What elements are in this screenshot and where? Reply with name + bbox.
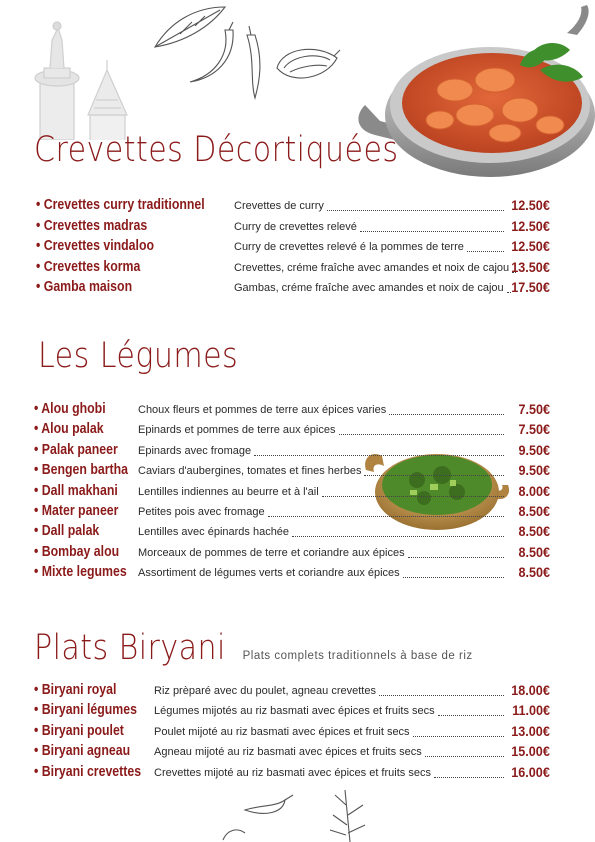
menu-item-row <box>0 482 595 500</box>
leader-dots <box>379 695 504 696</box>
dish-description-line <box>138 545 506 561</box>
dish-price: 7.50€ <box>518 421 550 438</box>
leader-dots <box>403 577 504 578</box>
dish-price: 18.00€ <box>511 682 550 698</box>
menu-item-row <box>0 701 595 719</box>
dish-price: 8.50€ <box>518 543 550 560</box>
dish-description-line <box>138 565 506 581</box>
dish-description: Gambas, créme fraîche avec amandes et noix de cajou <box>234 282 504 294</box>
leader-dots <box>327 210 504 211</box>
leader-dots <box>364 475 504 476</box>
dish-description-line <box>138 422 506 438</box>
section-title-legumes: Les Légumes <box>38 336 239 376</box>
menu-item-row <box>0 502 595 520</box>
section-title-biryani <box>34 628 473 668</box>
dish-name: • Dall palak <box>34 523 100 540</box>
dish-description: Morceaux de pommes de terre et coriandre aux épices <box>138 546 405 559</box>
dish-name: • Biryani crevettes <box>34 763 142 780</box>
leader-dots <box>389 414 504 415</box>
leader-dots <box>425 756 504 757</box>
bottom-herb-sketch-icon <box>215 785 385 842</box>
dish-description-line <box>234 219 506 235</box>
menu-item-row <box>0 763 595 781</box>
dish-price: 16.00€ <box>511 763 550 780</box>
menu-item-row <box>0 563 595 581</box>
dish-price: 12.50€ <box>511 197 550 213</box>
dish-name: • Alou ghobi <box>34 401 106 417</box>
leader-dots <box>467 251 504 252</box>
leader-dots <box>507 292 511 293</box>
dish-description-line <box>154 744 506 760</box>
dish-description-line <box>138 524 506 540</box>
dish-price: 12.50€ <box>511 238 550 254</box>
dish-description-line <box>138 484 506 500</box>
dish-price: 8.50€ <box>518 523 550 540</box>
menu-item-row <box>0 278 595 296</box>
dish-name: • Biryani poulet <box>34 722 124 739</box>
dish-description-line <box>234 260 510 276</box>
menu-item-row <box>0 461 595 479</box>
dish-name: • Crevettes curry traditionnel <box>36 197 205 213</box>
dish-description: Crevettes, créme fraîche avec amandes et noix de cajou <box>234 261 510 274</box>
leader-dots <box>292 536 504 537</box>
dish-description-line <box>154 724 506 740</box>
dish-price: 13.50€ <box>511 258 550 275</box>
leader-dots <box>413 736 504 737</box>
dish-name: • Bengen bartha <box>34 462 129 479</box>
dish-description-line <box>138 504 506 520</box>
temple-illustration <box>30 20 140 140</box>
menu-item-row <box>0 742 595 760</box>
dish-description-line <box>154 703 506 719</box>
menu-item-row <box>0 681 595 699</box>
menu-item-row <box>0 420 595 438</box>
dish-price: 8.50€ <box>518 564 550 581</box>
dish-description-line <box>234 198 506 214</box>
menu-item-row <box>0 196 595 214</box>
section-title-crevettes: Crevettes Décortiquées <box>34 130 399 170</box>
dish-description: Lentilles avec épinards hachée <box>138 526 290 539</box>
dish-price: 7.50€ <box>518 401 550 417</box>
dish-description: Légumes mijotés au riz basmati avec épices et fruits secs <box>154 705 435 718</box>
menu-item-row <box>0 258 595 276</box>
dish-description: Riz prèparé avec du poulet, agneau crevettes <box>154 685 376 697</box>
dish-name: • Palak paneer <box>34 441 118 458</box>
dish-price: 17.50€ <box>511 279 550 295</box>
biryani-title: Plats Biryani <box>34 628 226 668</box>
dish-description-line <box>234 280 506 296</box>
leader-dots <box>438 715 504 716</box>
dish-description-line <box>138 443 506 459</box>
dish-name: • Mixte legumes <box>34 564 127 581</box>
menu-item-row <box>0 400 595 418</box>
dish-name: • Mater paneer <box>34 503 119 519</box>
dish-description-line <box>154 765 506 781</box>
menu-item-row <box>0 543 595 561</box>
dish-price: 12.50€ <box>511 217 550 234</box>
menu-item-row <box>0 441 595 459</box>
dish-name: • Crevettes vindaloo <box>36 238 155 254</box>
leader-dots <box>339 434 505 435</box>
leader-dots <box>268 516 504 517</box>
leader-dots <box>434 777 504 778</box>
dish-price: 8.00€ <box>518 482 550 499</box>
biryani-subtitle: Plats complets traditionnels à base de riz <box>242 650 473 662</box>
dish-name: • Biryani légumes <box>34 702 137 719</box>
dish-description: Curry de crevettes relevé <box>234 220 357 233</box>
leader-dots <box>254 455 504 456</box>
menu-item-row <box>0 522 595 540</box>
dish-description-line <box>138 463 506 479</box>
dish-description: Epinards et pommes de terre aux épices <box>138 424 336 437</box>
dish-name: • Bombay alou <box>34 543 120 560</box>
dish-description-line <box>138 402 506 418</box>
leader-dots <box>408 557 504 558</box>
dish-description: Crevettes de curry <box>234 200 324 212</box>
dish-price: 8.50€ <box>518 503 550 519</box>
dish-name: • Biryani royal <box>34 682 117 698</box>
dish-description: Poulet mijoté au riz basmati avec épices et fruit secs <box>154 725 410 738</box>
dish-description: Agneau mijoté au riz basmati avec épices et fruits secs <box>154 746 422 759</box>
leader-dots <box>322 496 504 497</box>
menu-item-row <box>0 237 595 255</box>
menu-item-row <box>0 722 595 740</box>
dish-description: Petites pois avec fromage <box>138 506 265 518</box>
dish-description: Curry de crevettes relevé é la pommes de terre <box>234 241 464 253</box>
dish-name: • Gamba maison <box>36 279 133 295</box>
leader-dots <box>360 231 504 232</box>
menu-item-row <box>0 217 595 235</box>
dish-price: 13.00€ <box>511 722 550 739</box>
dish-name: • Dall makhani <box>34 482 118 499</box>
dish-description-line <box>154 683 506 699</box>
dish-description: Lentilles indiennes au beurre et à l'ail <box>138 485 319 498</box>
dish-description: Epinards avec fromage <box>138 444 252 457</box>
dish-name: • Biryani agneau <box>34 743 131 760</box>
dish-name: • Crevettes korma <box>36 258 141 275</box>
dish-price: 9.50€ <box>518 441 550 458</box>
dish-price: 15.00€ <box>511 743 550 760</box>
dish-description: Assortiment de légumes verts et coriandre aux épices <box>138 567 400 580</box>
dish-price: 11.00€ <box>512 702 550 719</box>
dish-name: • Alou palak <box>34 421 104 438</box>
dish-description: Crevettes mijoté au riz basmati avec épices et fruits secs <box>154 766 431 779</box>
dish-name: • Crevettes madras <box>36 217 148 234</box>
dish-description-line <box>234 239 506 255</box>
dish-description: Choux fleurs et pommes de terre aux épices varies <box>138 404 387 416</box>
dish-price: 9.50€ <box>518 462 550 479</box>
onion-sketch-icon <box>272 38 342 88</box>
dish-description: Caviars d'aubergines, tomates et fines herbes <box>138 465 362 478</box>
chilli-sketch-icon <box>185 20 275 100</box>
